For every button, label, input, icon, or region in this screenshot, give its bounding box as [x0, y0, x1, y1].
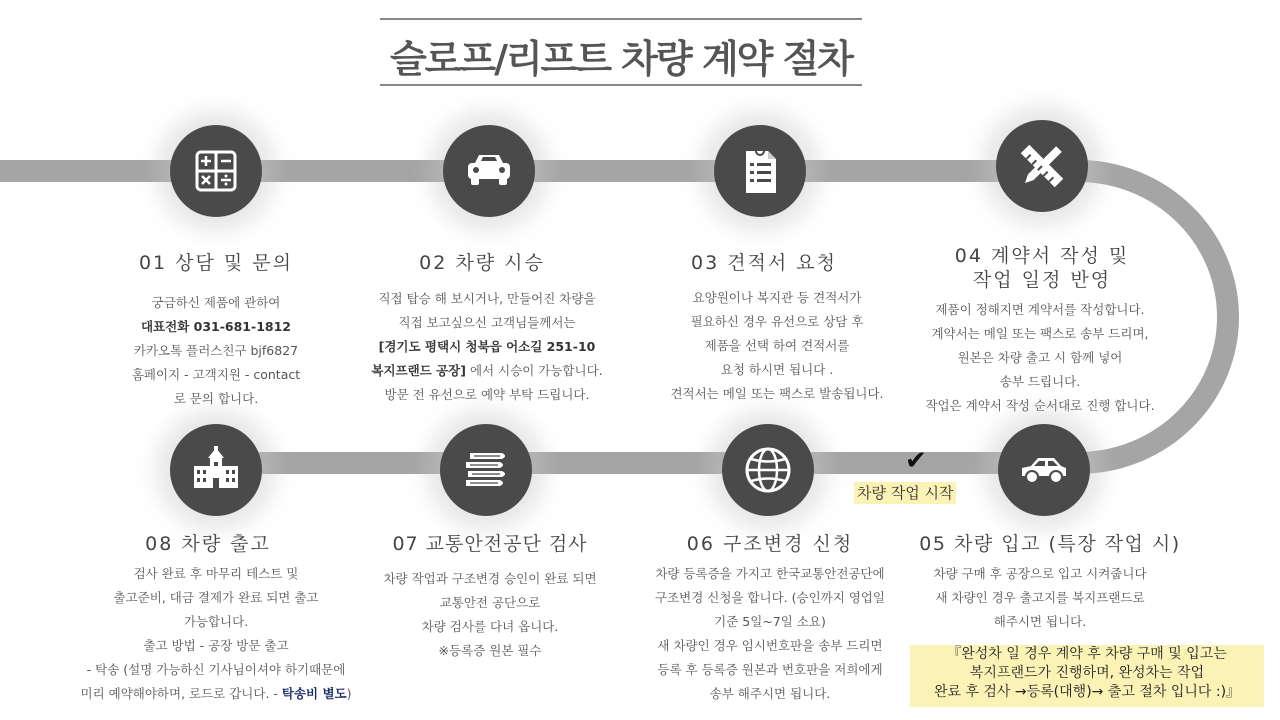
description-text: 가능합니다. — [183, 614, 249, 629]
step-03-line — [642, 334, 912, 358]
step-07-title: 07 교통안전공단 검사 — [392, 533, 588, 555]
note-line-1: 『완성차 일 경우 계약 후 차량 구매 및 입고는 — [947, 646, 1227, 662]
step-07-circle — [440, 424, 532, 516]
step-06-title: 06 구조변경 신청 — [686, 533, 854, 555]
step-08-line — [56, 682, 376, 706]
step-03-title: 03 견적서 요청 — [690, 252, 838, 274]
step-01-line — [96, 387, 336, 411]
books-icon — [440, 424, 532, 516]
step-02-circle — [443, 125, 535, 217]
description-text: 출고 방법 - 공장 방문 출고 — [143, 638, 289, 653]
step-07-line — [350, 567, 630, 591]
step-03-line — [642, 286, 912, 310]
step-05-line — [900, 610, 1180, 634]
step-01-circle — [170, 125, 262, 217]
step-03-circle — [714, 125, 806, 217]
description-text: 새 차량인 경우 임시번호판을 송부 드리면 — [657, 638, 883, 653]
note-line-2: 복지프랜드가 진행하며, 완성차는 작업 — [969, 665, 1205, 681]
description-text: 로 문의 합니다. — [173, 391, 259, 406]
step-04-line — [900, 298, 1180, 322]
globe-icon — [722, 424, 814, 516]
step-06-line — [630, 562, 910, 586]
step-02-title: 02 차량 시승 — [419, 252, 545, 274]
description-text: 새 차량인 경우 출고지를 복지프랜드로 — [935, 590, 1145, 605]
page-title: 슬로프/리프트 차량 계약 절차 — [389, 37, 853, 81]
description-text: 미리 예약해야하며, 로드로 갑니다. - — [80, 686, 282, 701]
step-01-line — [96, 291, 336, 315]
description-text: 제품이 정해지면 계약서를 작성합니다. — [935, 302, 1145, 317]
note-line-3: 완료 후 검사 →등록(대행)→ 출고 절차 입니다 :)』 — [933, 684, 1241, 700]
step-01-line — [96, 339, 336, 363]
step-02-line — [352, 335, 622, 359]
description-text: 송부 해주시면 됩니다. — [709, 686, 831, 701]
step-01-description — [96, 291, 336, 411]
description-text: 출고준비, 대금 결제가 완료 되면 출고 — [113, 590, 319, 605]
description-text: 원본은 차량 출고 시 함께 넣어 — [957, 350, 1123, 365]
description-text: 구조변경 신청을 합니다. (승인까지 영업일 — [654, 590, 886, 605]
step-02-line — [352, 383, 622, 407]
step-05-line — [900, 562, 1180, 586]
step-04-line — [900, 394, 1180, 418]
step-04-line — [900, 322, 1180, 346]
step-08-line — [56, 610, 376, 634]
step-08-line — [56, 586, 376, 610]
completed-vehicle-note — [910, 645, 1264, 707]
description-text: 필요하신 경우 유선으로 상담 후 — [690, 314, 864, 329]
description-text: 차량 구매 후 공장으로 입고 시켜줍니다 — [933, 566, 1147, 581]
step-06-description — [630, 562, 910, 706]
emphasis-text: [경기도 평택시 청북읍 어소길 251-10 — [378, 339, 596, 354]
step-06-line — [630, 682, 910, 706]
step-05-circle — [998, 424, 1090, 516]
description-text: 요양원이나 복지관 등 견적서가 — [692, 290, 862, 305]
description-text: 궁금하신 제품에 관하여 — [151, 295, 281, 310]
step-05-line — [900, 586, 1180, 610]
step-08-title: 08 차량 출고 — [145, 533, 271, 555]
step-02-line — [352, 359, 622, 383]
step-04-line — [900, 370, 1180, 394]
step-08-line — [56, 562, 376, 586]
description-text: 홈페이지 - 고객지원 - contact — [131, 367, 301, 382]
step-01-title: 01 상담 및 문의 — [138, 252, 294, 274]
description-text: 방문 전 유선으로 예약 부탁 드립니다. — [384, 387, 590, 402]
description-text: 직접 보고싶으신 고객님들께서는 — [398, 315, 576, 330]
step-04-line — [900, 346, 1180, 370]
step-08-circle — [170, 424, 262, 516]
step-03-line — [642, 382, 912, 406]
step-06-line — [630, 586, 910, 610]
description-text: 교통안전 공단으로 — [439, 595, 541, 610]
step-02-line — [352, 287, 622, 311]
description-text: 계약서는 메일 또는 팩스로 송부 드리며, — [931, 326, 1149, 341]
step-08-description — [56, 562, 376, 706]
description-text: 기준 5일~7일 소요) — [714, 614, 826, 629]
step-04-title-line-2: 작업 일정 반영 — [972, 269, 1112, 291]
description-text: 차량 작업과 구조변경 승인이 완료 되면 — [383, 571, 597, 586]
description-text: 제품을 선택 하여 견적서를 — [704, 338, 850, 353]
step-07-line — [350, 639, 630, 663]
description-text: 등록 후 등록증 원본과 번호판을 저희에게 — [657, 662, 883, 677]
emphasis-text: 복지프랜드 공장] — [371, 363, 466, 378]
step-07-description — [350, 567, 630, 663]
step-06-line — [630, 658, 910, 682]
step-03-line — [642, 310, 912, 334]
pencil-ruler-icon — [996, 120, 1088, 212]
step-01-line — [96, 315, 336, 339]
description-text: 작업은 계약서 작성 순서대로 진행 합니다. — [925, 398, 1155, 413]
calculator-icon — [170, 125, 262, 217]
description-text: 직접 탑승 해 보시거나, 만들어진 차량을 — [378, 291, 596, 306]
description-text: 차량 등록증을 가지고 한국교통안전공단에 — [655, 566, 885, 581]
work-start-label: 차량 작업 시작 — [854, 482, 956, 504]
step-04-circle — [996, 120, 1088, 212]
description-text: 해주시면 됩니다. — [993, 614, 1087, 629]
emphasis-text: 대표전화 031-681-1812 — [140, 319, 291, 334]
step-07-line — [350, 591, 630, 615]
step-05-description — [900, 562, 1180, 634]
description-text: 요청 하시면 됩니다 . — [720, 362, 834, 377]
building-icon — [170, 424, 262, 516]
description-text: 에서 시승이 가능합니다. — [465, 363, 603, 378]
step-06-circle — [722, 424, 814, 516]
description-text: 검사 완료 후 마무리 테스트 및 — [133, 566, 299, 581]
step-08-line — [56, 658, 376, 682]
document-icon — [714, 125, 806, 217]
step-03-description — [642, 286, 912, 406]
description-text: ※등록증 원본 필수 — [438, 643, 542, 658]
step-04-title-line-1: 04 계약서 작성 및 — [954, 245, 1130, 267]
checkmark-icon: ✔ — [905, 446, 927, 476]
step-02-description — [352, 287, 622, 407]
step-06-line — [630, 610, 910, 634]
description-text: 카카오톡 플러스친구 bjf6827 — [133, 343, 299, 358]
description-text: 견적서는 메일 또는 팩스로 발송됩니다. — [670, 386, 884, 401]
description-text: - 탁송 (설명 가능하신 기사님이셔야 하기때문에 — [86, 662, 346, 677]
step-06-line — [630, 634, 910, 658]
car-side-icon — [998, 424, 1090, 516]
car-icon — [443, 125, 535, 217]
emphasis-text: 탁송비 별도 — [281, 686, 347, 701]
step-08-line — [56, 634, 376, 658]
description-text: 송부 드립니다. — [999, 374, 1081, 389]
step-02-line — [352, 311, 622, 335]
step-03-line — [642, 358, 912, 382]
step-04-description — [900, 298, 1180, 418]
step-01-line — [96, 363, 336, 387]
description-text: 차량 검사를 다녀 옵니다. — [421, 619, 559, 634]
step-04-title — [912, 244, 1172, 292]
description-text: ) — [346, 686, 352, 701]
step-07-line — [350, 615, 630, 639]
step-05-title: 05 차량 입고 (특장 작업 시) — [919, 533, 1181, 555]
